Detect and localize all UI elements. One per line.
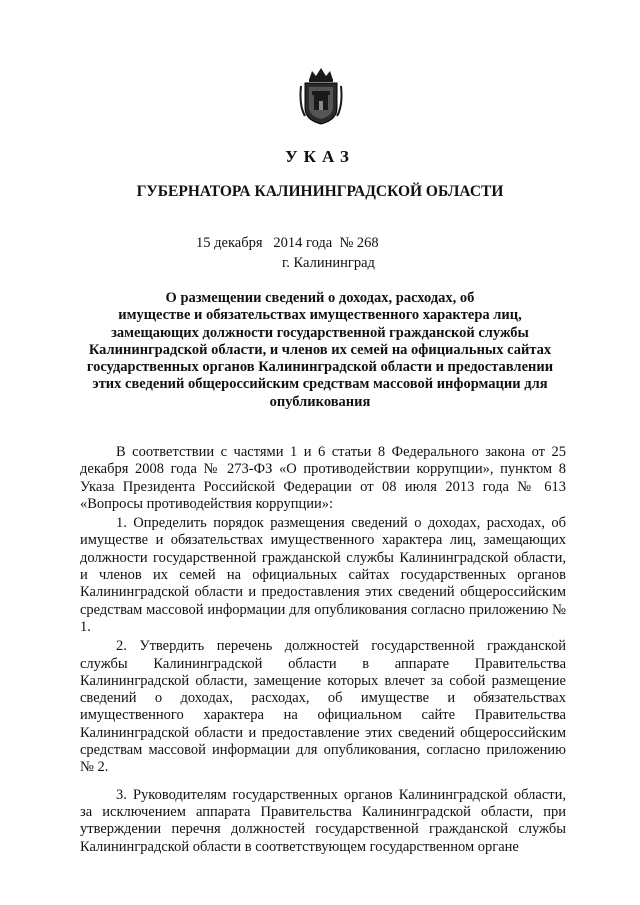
- heading-line: государственных органов Калининградской области и предоставлении: [86, 359, 554, 376]
- heading-line: замещающих должности государственной гражданской службы: [111, 324, 529, 341]
- heading-line: имуществе и обязательствах имущественного характера лиц,: [118, 307, 522, 324]
- body-paragraph-3: 3. Руководителям государственных органов Калининградской области, за исключением аппарата Правительства Калининградской области, при утверждении перечня должностей государственной гражданской службы Калининградской области в соответствующем государственном органе: [80, 786, 566, 855]
- body-paragraph-1: 1. Определить порядок размещения сведений о доходах, расходах, об имуществе и обязательствах имущественного характера лиц, замещающих должности государственной гражданской службы Калининградской области, и членов их семей на официальных сайтах государственных органов Калининградской области и предоставления этих сведений общероссийским средствам массовой информации для опубликования согласно приложению № 1.: [80, 515, 566, 635]
- document-date-number: 15 декабря 2014 года № 268: [196, 235, 379, 251]
- heading-line: Калининградской области, и членов их семей на официальных сайтах: [88, 341, 552, 358]
- heading-line: О размещении сведений о доходах, расходах, об: [165, 290, 475, 306]
- body-paragraph-2: 2. Утвердить перечень должностей государственной гражданской службы Калининградской области в аппарате Правительства Калининградской области, замещение которых влечет за собой размещение сведений о доходах, расходах, об имуществе и обязательствах имущественного характера на официальном сайте Правительства Калининградской области и предоставление этих сведений общероссийским средствам массовой информации для опубликования, согласно приложению № 2.: [80, 638, 566, 776]
- heading-line: этих сведений общероссийским средствам массовой информации для: [92, 376, 548, 393]
- document-body: [80, 444, 566, 856]
- coat-of-arms-icon: [299, 66, 343, 126]
- document-title: УКАЗ: [285, 147, 355, 166]
- document-subtitle: ГУБЕРНАТОРА КАЛИНИНГРАДСКОЙ ОБЛАСТИ: [136, 183, 504, 200]
- body-paragraph-preamble: В соответствии с частями 1 и 6 статьи 8 Федерального закона от 25 декабря 2008 года № 273-ФЗ «О противодействии коррупции», пунктом 8 Указа Президента Российской Федерации от 08 июля 2013 года № 613 «Вопросы противодействия коррупции»:: [80, 444, 566, 512]
- document-city: г. Калининград: [282, 255, 375, 271]
- heading-line: опубликования: [269, 393, 371, 410]
- document-heading: [80, 290, 560, 411]
